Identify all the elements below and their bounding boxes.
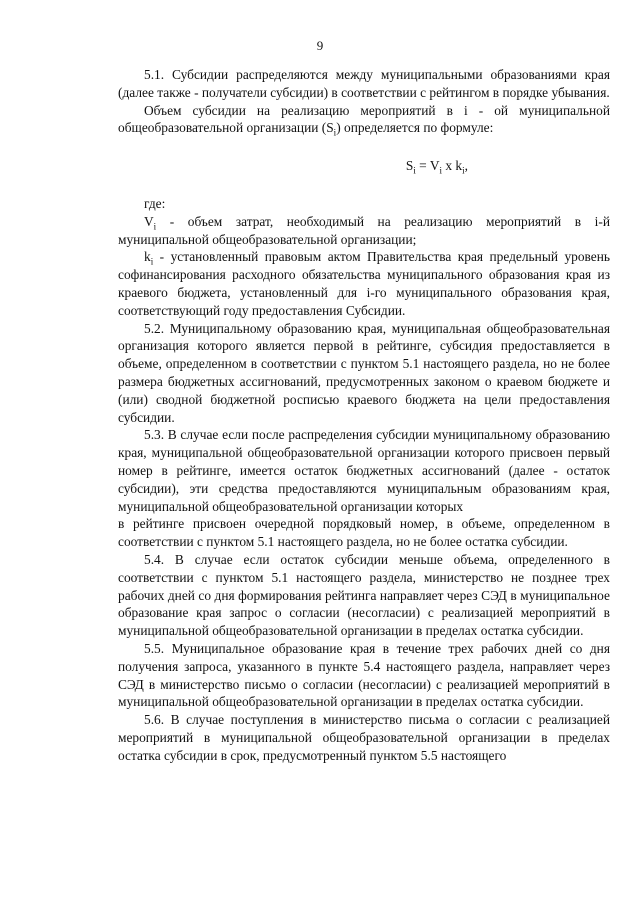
where-label: где: [144, 195, 166, 211]
volume-text-after: ) определяется по формуле: [336, 120, 494, 136]
formula-k-sub: i [462, 165, 465, 176]
paragraph-5-3: 5.3. В случае если после распределения субсидии муниципальному образованию края, муниципальной общеобразовательной организации которого присвоен первый номер в рейтинге, имеется остаток бюджетных ассигнований (далее - остаток субсидии), эти средства предоставляются муниципальным образованиям края, муниципальной общеобразовательной организации которых [118, 427, 610, 514]
paragraph-5-5: 5.5. Муниципальное образование края в течение трех рабочих дней со дня получения запроса, указанного в пункте 5.4 настоящего раздела, направляет через СЭД в министерство письмо о согласии (несогласии) с реализацией мероприятий в муниципальной общеобразовательной организации в пределах остатка субсидии. [118, 640, 610, 710]
paragraph-5-3-continuation: в рейтинге присвоен очередной порядковый номер, в объеме, определенном в соответствии с пунктом 5.1 настоящего раздела, но не более остатка субсидии. [118, 516, 610, 550]
volume-subscript: i [333, 128, 337, 139]
formula-s-sub: i [413, 165, 416, 176]
paragraph-5-4: 5.4. В случае если остаток субсидии меньше объема, определенного в соответствии с пунктом 5.1 настоящего раздела, министерство не позднее трех рабочих дней со дня формирования рейтинга направляет через СЭД в муниципальное образование края запрос о согласии (несогласии) с реализацией мероприятий в муниципальной общеобразовательной организации в пределах остатка субсидии. [118, 551, 610, 639]
document-body [118, 66, 610, 764]
paragraph-5-1: 5.1. Субсидии распределяются между муниципальными образованиями края (далее также - получатели субсидии) в соответствии с рейтингом в порядке убывания. [118, 67, 610, 100]
paragraph-5-2: 5.2. Муниципальному образованию края, муниципальная общеобразовательная организация которого является первой в рейтинге, субсидия предоставляется в объеме, определенном в соответствии с пунктом 5.1 настоящего раздела, но не более размера бюджетных ассигнований, предусмотренных законом о краевом бюджете и (или) сводной бюджетной росписью краевого бюджета на цели предоставления субсидии. [118, 320, 610, 425]
formula-x-k: x k [442, 158, 463, 174]
paragraph-5-6: 5.6. В случае поступления в министерство письма о согласии с реализацией мероприятий в муниципальной общеобразовательной организации в пределах остатка субсидии в срок, предусмотренный пунктом 5.5 настоящего [118, 712, 610, 763]
formula-v-sub: i [439, 165, 443, 176]
definition-k-sub: i [150, 257, 154, 268]
definition-k-symbol: k [144, 249, 151, 265]
definition-v-sub: i [153, 221, 157, 232]
definition-v-text: - объем затрат, необходимый на реализацию мероприятий в i-й муниципальной общеобразовательной организации; [118, 213, 610, 247]
definition-k [118, 248, 610, 319]
definition-v [118, 213, 610, 249]
formula-end: , [464, 158, 468, 174]
volume-text-before: Объем субсидии на реализацию мероприятий в i - ой муниципальной общеобразовательной организации (S [118, 102, 610, 136]
paragraph-subsidy-volume [118, 102, 610, 138]
formula-eq-v: = V [415, 158, 440, 174]
definition-k-text: - установленный правовым актом Правительства края предельный уровень софинансирования расходного обязательства муниципального образования края из краевого бюджета, установленный для i-го муниципального образования края, соответствующий году предоставления Субсидии. [118, 249, 610, 318]
formula [118, 157, 610, 175]
definition-v-symbol: V [144, 213, 154, 229]
page-number: 9 [316, 38, 324, 53]
formula-s: S [405, 158, 414, 174]
